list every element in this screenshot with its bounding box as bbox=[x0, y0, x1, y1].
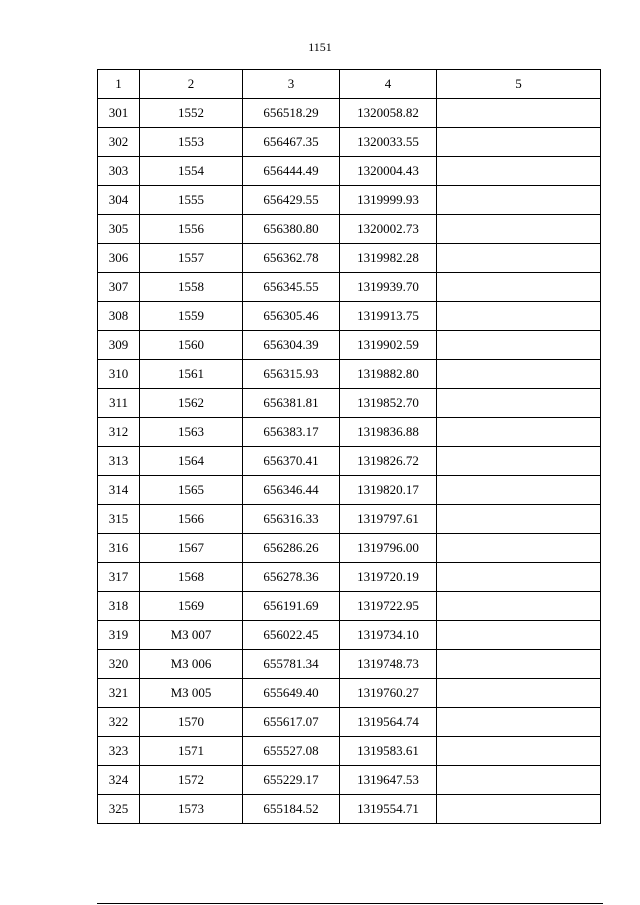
table-cell: 1564 bbox=[140, 447, 243, 476]
table-cell: 655617.07 bbox=[243, 708, 340, 737]
column-header: 3 bbox=[243, 70, 340, 99]
table-cell: 314 bbox=[98, 476, 140, 505]
table-row bbox=[98, 99, 601, 128]
table-cell bbox=[437, 621, 601, 650]
table-cell: 1319748.73 bbox=[340, 650, 437, 679]
table-cell: 1319734.10 bbox=[340, 621, 437, 650]
table-cell bbox=[437, 418, 601, 447]
table-row bbox=[98, 505, 601, 534]
table-cell: 1319826.72 bbox=[340, 447, 437, 476]
table-cell: 1319564.74 bbox=[340, 708, 437, 737]
table-cell bbox=[437, 244, 601, 273]
table-cell: 656278.36 bbox=[243, 563, 340, 592]
table-cell: 1320002.73 bbox=[340, 215, 437, 244]
table-cell bbox=[437, 505, 601, 534]
table-cell: 656467.35 bbox=[243, 128, 340, 157]
table-row bbox=[98, 708, 601, 737]
table-row bbox=[98, 737, 601, 766]
table-cell bbox=[437, 273, 601, 302]
table-cell: 656286.26 bbox=[243, 534, 340, 563]
table-cell: 1319554.71 bbox=[340, 795, 437, 824]
table-cell: 656316.33 bbox=[243, 505, 340, 534]
table-cell: МЗ 005 bbox=[140, 679, 243, 708]
table-row bbox=[98, 186, 601, 215]
table-cell: 1319647.53 bbox=[340, 766, 437, 795]
table-cell bbox=[437, 302, 601, 331]
table-cell: 1320004.43 bbox=[340, 157, 437, 186]
table-cell bbox=[437, 447, 601, 476]
table-cell: 315 bbox=[98, 505, 140, 534]
table-cell: 1319982.28 bbox=[340, 244, 437, 273]
table-cell bbox=[437, 389, 601, 418]
table-row bbox=[98, 679, 601, 708]
table-row bbox=[98, 389, 601, 418]
table-row bbox=[98, 766, 601, 795]
table-row bbox=[98, 215, 601, 244]
table-cell: МЗ 007 bbox=[140, 621, 243, 650]
table-cell bbox=[437, 534, 601, 563]
table-cell bbox=[437, 592, 601, 621]
table-cell: 656304.39 bbox=[243, 331, 340, 360]
table-cell: 308 bbox=[98, 302, 140, 331]
table-cell: 307 bbox=[98, 273, 140, 302]
table-row bbox=[98, 302, 601, 331]
table-cell: 312 bbox=[98, 418, 140, 447]
table-cell bbox=[437, 737, 601, 766]
table-cell bbox=[437, 563, 601, 592]
table-header-row bbox=[98, 70, 601, 99]
table-cell: 656191.69 bbox=[243, 592, 340, 621]
table-row bbox=[98, 360, 601, 389]
table-cell bbox=[437, 99, 601, 128]
column-header: 2 bbox=[140, 70, 243, 99]
table-row bbox=[98, 621, 601, 650]
table-cell: 656383.17 bbox=[243, 418, 340, 447]
table-cell: 316 bbox=[98, 534, 140, 563]
table-cell: 323 bbox=[98, 737, 140, 766]
table-cell: 319 bbox=[98, 621, 140, 650]
table-row bbox=[98, 534, 601, 563]
table-cell: 302 bbox=[98, 128, 140, 157]
table-cell: 1319852.70 bbox=[340, 389, 437, 418]
table-cell: 656345.55 bbox=[243, 273, 340, 302]
table-cell: 320 bbox=[98, 650, 140, 679]
table-cell: 303 bbox=[98, 157, 140, 186]
footer-divider bbox=[97, 903, 603, 904]
table-cell: 656362.78 bbox=[243, 244, 340, 273]
table-row bbox=[98, 128, 601, 157]
table-cell: 656305.46 bbox=[243, 302, 340, 331]
table-row bbox=[98, 476, 601, 505]
table-row bbox=[98, 331, 601, 360]
table-body bbox=[98, 99, 601, 824]
table-cell: 1319882.80 bbox=[340, 360, 437, 389]
table-row bbox=[98, 244, 601, 273]
table-row bbox=[98, 447, 601, 476]
table-cell: 656429.55 bbox=[243, 186, 340, 215]
table-cell: 1563 bbox=[140, 418, 243, 447]
table-cell: 1559 bbox=[140, 302, 243, 331]
table-cell: 1566 bbox=[140, 505, 243, 534]
table-cell: 1319796.00 bbox=[340, 534, 437, 563]
table-row bbox=[98, 418, 601, 447]
table-cell bbox=[437, 128, 601, 157]
table-cell: 1319939.70 bbox=[340, 273, 437, 302]
table-cell: 305 bbox=[98, 215, 140, 244]
table-cell: 1562 bbox=[140, 389, 243, 418]
table-cell bbox=[437, 650, 601, 679]
table-cell: 1558 bbox=[140, 273, 243, 302]
table-cell: 318 bbox=[98, 592, 140, 621]
table-row bbox=[98, 650, 601, 679]
table-cell: 309 bbox=[98, 331, 140, 360]
table-cell bbox=[437, 186, 601, 215]
table-cell: 656381.81 bbox=[243, 389, 340, 418]
table-cell: 1319760.27 bbox=[340, 679, 437, 708]
table-cell: 1319836.88 bbox=[340, 418, 437, 447]
table-cell: 1553 bbox=[140, 128, 243, 157]
table-cell: 656346.44 bbox=[243, 476, 340, 505]
table-cell: 304 bbox=[98, 186, 140, 215]
table-cell: 1319913.75 bbox=[340, 302, 437, 331]
table-cell: 1560 bbox=[140, 331, 243, 360]
table-cell: 301 bbox=[98, 99, 140, 128]
table-cell: 1554 bbox=[140, 157, 243, 186]
table-cell: 1556 bbox=[140, 215, 243, 244]
table-cell: 1571 bbox=[140, 737, 243, 766]
table-cell: 656022.45 bbox=[243, 621, 340, 650]
table-cell: 1565 bbox=[140, 476, 243, 505]
table-cell: 317 bbox=[98, 563, 140, 592]
table-cell bbox=[437, 331, 601, 360]
table-cell: 1557 bbox=[140, 244, 243, 273]
table-row bbox=[98, 795, 601, 824]
table-cell: 1570 bbox=[140, 708, 243, 737]
table-cell bbox=[437, 795, 601, 824]
table-cell bbox=[437, 215, 601, 244]
table-cell: 1319583.61 bbox=[340, 737, 437, 766]
table-cell bbox=[437, 708, 601, 737]
table-cell: 1561 bbox=[140, 360, 243, 389]
table-cell: 306 bbox=[98, 244, 140, 273]
table-cell: 1569 bbox=[140, 592, 243, 621]
table-cell: 1319720.19 bbox=[340, 563, 437, 592]
table-cell: 656370.41 bbox=[243, 447, 340, 476]
table-cell: 1319999.93 bbox=[340, 186, 437, 215]
table-cell: 656518.29 bbox=[243, 99, 340, 128]
table-cell: 313 bbox=[98, 447, 140, 476]
column-header: 4 bbox=[340, 70, 437, 99]
table-cell: 656444.49 bbox=[243, 157, 340, 186]
table-cell: 656315.93 bbox=[243, 360, 340, 389]
table-cell: 655184.52 bbox=[243, 795, 340, 824]
page-number: 1151 bbox=[308, 40, 332, 54]
table-cell: 655781.34 bbox=[243, 650, 340, 679]
table-cell: 1320058.82 bbox=[340, 99, 437, 128]
table-cell: 310 bbox=[98, 360, 140, 389]
table-cell: 1319797.61 bbox=[340, 505, 437, 534]
table-cell: МЗ 006 bbox=[140, 650, 243, 679]
table-cell: 655229.17 bbox=[243, 766, 340, 795]
table-cell bbox=[437, 476, 601, 505]
coordinates-table bbox=[97, 69, 601, 824]
table-cell bbox=[437, 766, 601, 795]
table-row bbox=[98, 157, 601, 186]
table-cell: 325 bbox=[98, 795, 140, 824]
table-cell: 1319722.95 bbox=[340, 592, 437, 621]
table-cell: 655649.40 bbox=[243, 679, 340, 708]
table-cell bbox=[437, 157, 601, 186]
table-cell: 311 bbox=[98, 389, 140, 418]
table-cell: 1573 bbox=[140, 795, 243, 824]
table-cell: 322 bbox=[98, 708, 140, 737]
table-cell: 1320033.55 bbox=[340, 128, 437, 157]
table-cell: 1555 bbox=[140, 186, 243, 215]
table-cell: 324 bbox=[98, 766, 140, 795]
column-header: 1 bbox=[98, 70, 140, 99]
table-row bbox=[98, 592, 601, 621]
table-cell bbox=[437, 360, 601, 389]
table-cell: 321 bbox=[98, 679, 140, 708]
table-cell: 1567 bbox=[140, 534, 243, 563]
column-header: 5 bbox=[437, 70, 601, 99]
table-cell: 1568 bbox=[140, 563, 243, 592]
table-cell: 1572 bbox=[140, 766, 243, 795]
table-cell: 1552 bbox=[140, 99, 243, 128]
table-cell bbox=[437, 679, 601, 708]
table-cell: 655527.08 bbox=[243, 737, 340, 766]
table-row bbox=[98, 273, 601, 302]
table-cell: 1319902.59 bbox=[340, 331, 437, 360]
table-cell: 656380.80 bbox=[243, 215, 340, 244]
table-row bbox=[98, 563, 601, 592]
table-cell: 1319820.17 bbox=[340, 476, 437, 505]
